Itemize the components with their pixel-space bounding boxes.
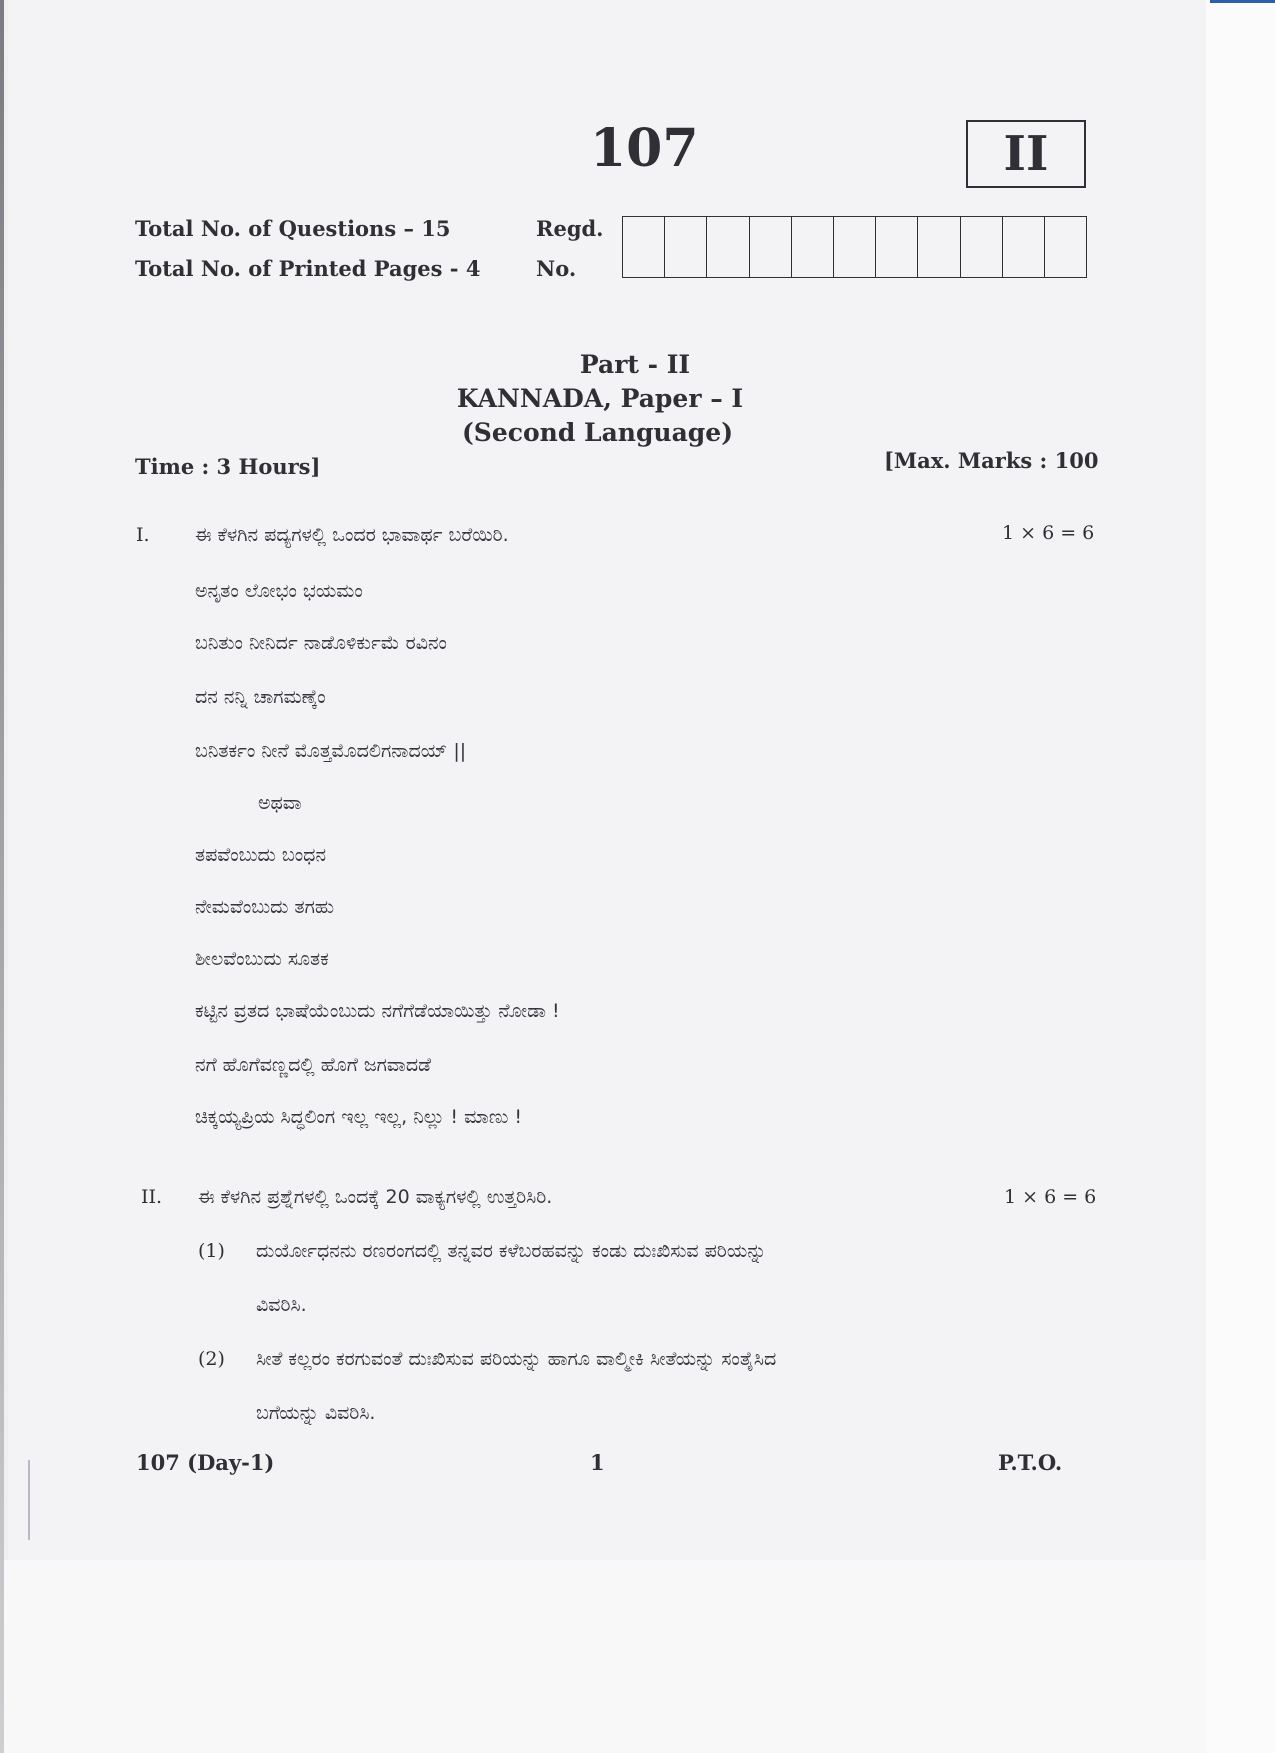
scan-edge-mark	[1210, 0, 1275, 3]
poem2-line: ನೇಮವೆಂಬುದು ತಗಹು	[195, 896, 335, 918]
q2-instruction: ಈ ಕೆಳಗಿನ ಪ್ರಶ್ನೆಗಳಲ್ಲಿ ಒಂದಕ್ಕೆ 20 ವಾಕ್ಯಗಳಲ್ಲಿ ಉತ್ತರಿಸಿರಿ.	[198, 1186, 553, 1208]
poem1-line: ದನ ನನ್ನಿ ಚಾಗಮಣ್ಕೆಂ	[195, 686, 326, 708]
q1-number: I.	[136, 524, 150, 546]
q2-sub-number: (2)	[198, 1348, 225, 1370]
q2-sub-line: ವಿವರಿಸಿ.	[256, 1294, 307, 1316]
regd-digit-cell[interactable]	[875, 217, 917, 277]
paper-code: 107	[590, 118, 699, 179]
q2-number: II.	[141, 1186, 163, 1208]
time-label: Time : 3 Hours]	[135, 454, 321, 479]
regd-digit-cell[interactable]	[791, 217, 833, 277]
total-pages: Total No. of Printed Pages - 4	[135, 256, 481, 281]
max-marks: [Max. Marks : 100	[884, 448, 1099, 473]
regd-digit-cell[interactable]	[960, 217, 1002, 277]
part-title: Part - II	[579, 350, 691, 379]
scan-margin-bottom	[0, 1560, 1206, 1753]
regd-digit-cell[interactable]	[917, 217, 959, 277]
regd-label: Regd.	[536, 216, 604, 241]
subject-subtitle: (Second Language)	[461, 418, 734, 447]
regd-digit-cell[interactable]	[706, 217, 748, 277]
scan-edge-shadow	[0, 0, 4, 1753]
total-questions: Total No. of Questions – 15	[135, 216, 451, 241]
q2-sub-line: ದುರ್ಯೋಧನನು ರಣರಂಗದಲ್ಲಿ ತನ್ನವರ ಕಳೆಬರಹವನ್ನು ಕಂಡು ದುಃಖಿಸುವ ಪರಿಯನ್ನು	[256, 1240, 767, 1262]
subject-title: KANNADA, Paper – I	[456, 384, 744, 413]
poem2-line: ನಗೆ ಹೊಗೆವಣ್ಣದಲ್ಲಿ ಹೊಗೆ ಜಗವಾದಡೆ	[195, 1054, 431, 1076]
poem2-line: ಶೀಲವೆಂಬುದು ಸೂತಕ	[195, 948, 329, 970]
scan-artifact	[28, 1460, 30, 1540]
poem2-line: ಚಿಕ್ಕಯ್ಯಪ್ರಿಯ ಸಿದ್ಧಲಿಂಗ ಇಲ್ಲ ಇಲ್ಲ, ನಿಲ್ಲು ! ಮಾಣು !	[195, 1106, 523, 1128]
footer-code: 107 (Day-1)	[136, 1450, 275, 1475]
pto-label: P.T.O.	[998, 1450, 1063, 1475]
q2-sub-line: ಸೀತೆ ಕಲ್ಲರಂ ಕರಗುವಂತೆ ದುಃಖಿಸುವ ಪರಿಯನ್ನು ಹಾಗೂ ವಾಲ್ಮೀಕಿ ಸೀತೆಯನ್ನು ಸಂತೈಸಿದ	[256, 1348, 777, 1370]
set-label-box	[966, 120, 1086, 188]
q2-sub-line: ಬಗೆಯನ್ನು ವಿವರಿಸಿ.	[256, 1402, 376, 1424]
poem1-line: ಅನೃತಂ ಲೋಭಂ ಭಯಮಂ	[195, 580, 363, 602]
regd-no-label: No.	[536, 256, 577, 281]
q2-sub-number: (1)	[198, 1240, 225, 1262]
regd-digit-cell[interactable]	[833, 217, 875, 277]
regd-digit-cell[interactable]	[1002, 217, 1044, 277]
poem1-line: ಬನಿತರ್ಕಂ ನೀನೆ ಮೊತ್ತಮೊದಲಿಗನಾದಯ್ ||	[195, 740, 467, 762]
regd-digit-cell[interactable]	[1044, 217, 1086, 277]
or-label: ಅಥವಾ	[258, 792, 302, 814]
scan-margin-right	[1206, 0, 1275, 1753]
registration-number-boxes	[622, 216, 1087, 278]
regd-digit-cell[interactable]	[749, 217, 791, 277]
q2-marks: 1 × 6 = 6	[1004, 1186, 1097, 1208]
q1-instruction: ಈ ಕೆಳಗಿನ ಪದ್ಯಗಳಲ್ಲಿ ಒಂದರ ಭಾವಾರ್ಥ ಬರೆಯಿರಿ.	[195, 524, 509, 546]
poem1-line: ಬನಿತುಂ ನೀನಿರ್ದ ನಾಡೊಳಿರ್ಕುಮೆ ರವಿನಂ	[195, 632, 447, 654]
poem2-line: ಕಟ್ಟಿನ ವ್ರತದ ಭಾಷೆಯೆಂಬುದು ನಗೆಗೆಡೆಯಾಯಿತ್ತು ನೋಡಾ !	[195, 1000, 560, 1022]
page-number: 1	[590, 1450, 605, 1475]
regd-digit-cell[interactable]	[623, 217, 664, 277]
regd-digit-cell[interactable]	[664, 217, 706, 277]
q1-marks: 1 × 6 = 6	[1002, 522, 1095, 544]
poem2-line: ತಪವೆಂಬುದು ಬಂಧನ	[195, 844, 327, 866]
set-label: II	[1003, 126, 1049, 182]
